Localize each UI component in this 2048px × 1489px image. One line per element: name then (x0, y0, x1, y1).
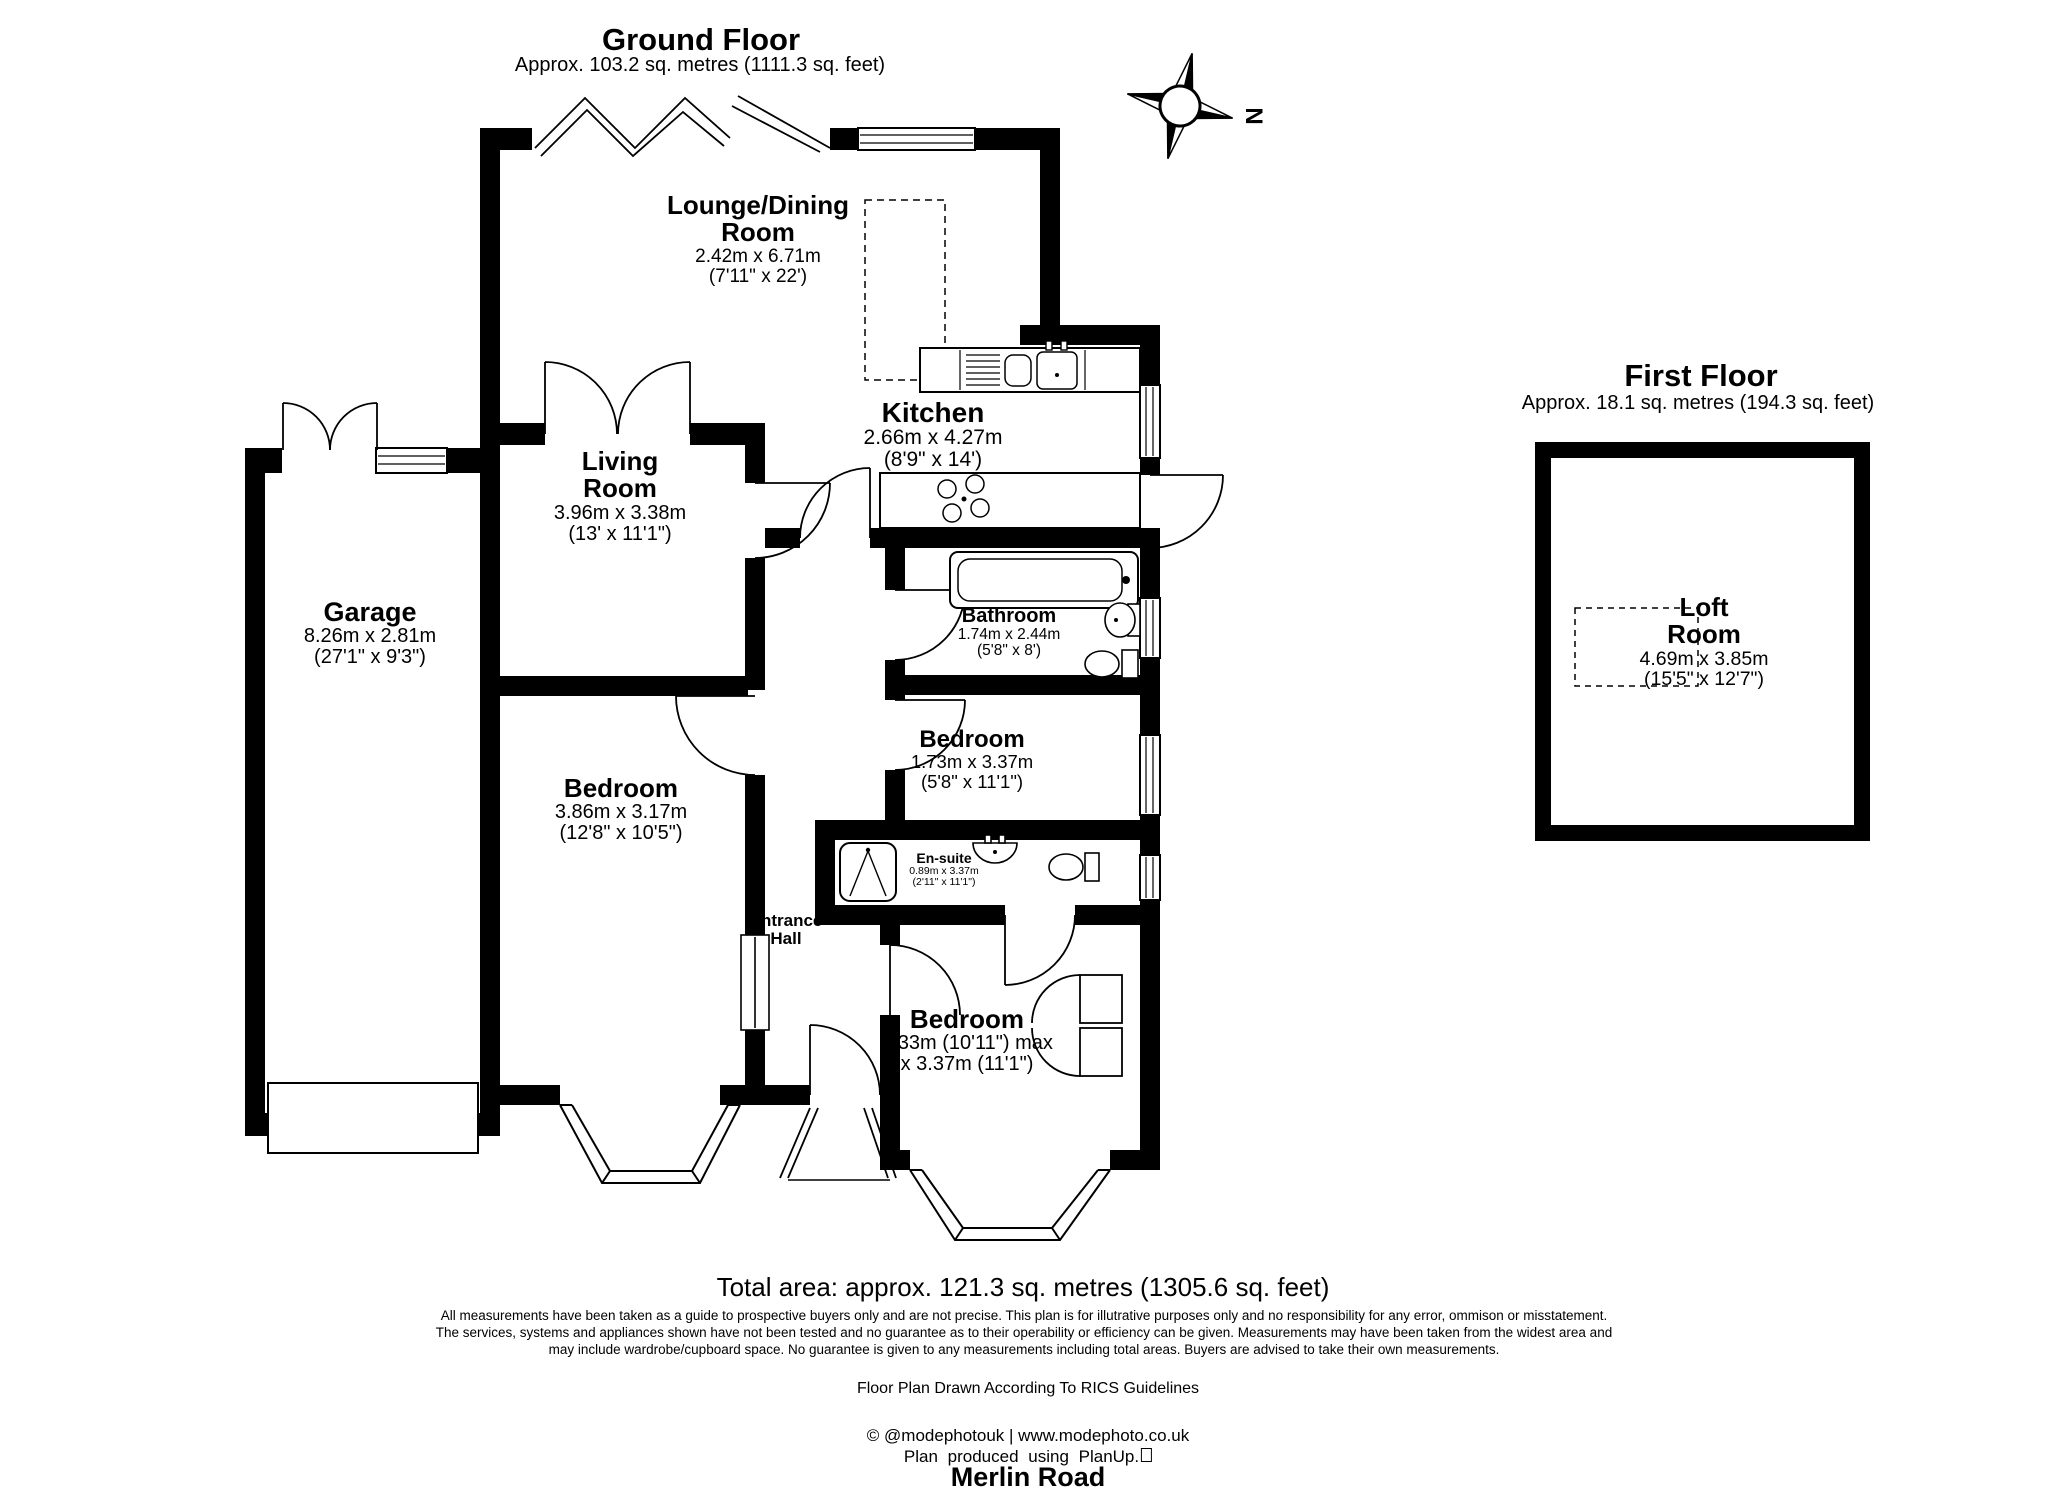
ground-floor-title: Ground Floor (601, 22, 801, 57)
room-label-kitchen: Kitchen 2.66m x 4.27m (8'9" x 14') (863, 397, 1003, 472)
ensuite-toilet (1049, 853, 1099, 881)
room-label-entrance-hall: Entrance Hall (749, 911, 823, 948)
compass-rose (1115, 41, 1267, 171)
bathroom-toilet (1085, 650, 1138, 678)
north-label: N (1240, 107, 1267, 125)
ground-floor-area: Approx. 103.2 sq. metres (1111.3 sq. feet) (514, 54, 886, 76)
address-title: Merlin Road (950, 1462, 1106, 1489)
produced-text: Plan produced using PlanUp. (903, 1447, 1140, 1466)
open-boundary-lines (535, 96, 830, 156)
room-label-bathroom: Bathroom 1.74m x 2.44m (5'8" x 8') (957, 605, 1061, 660)
disclaimer-line-1: All measurements have been taken as a guide to prospective buyers only and are not precise. This plan is for illutrative purposes only and no responsibility for any error, ommison or misstatement. (440, 1308, 1608, 1323)
first-floor-title: First Floor (1624, 358, 1778, 393)
bathroom-basin (1105, 603, 1140, 637)
kitchen-hob-counter (880, 473, 1140, 528)
bathtub (950, 552, 1138, 608)
missing-glyph-box (1141, 1448, 1152, 1462)
room-label-bedroom-bottom: Bedroom 3.33m (10'11") max x 3.37m (11'1") (881, 1004, 1053, 1076)
room-label-bedroom-left: Bedroom 3.86m x 3.17m (12'8" x 10'5") (554, 773, 688, 845)
bedroom-left-cupboard (741, 935, 769, 1030)
room-label-living-room: Living Room 3.96m x 3.38m (13' x 11'1") (553, 446, 687, 545)
disclaimer-line-3: may include wardrobe/cupboard space. No guarantee is given to any measurements including total areas. Buyers are advised to take their own measurements. (548, 1342, 1500, 1357)
room-label-bedroom-middle: Bedroom 1.73m x 3.37m (5'8" x 11'1") (910, 726, 1034, 792)
rics-note: Floor Plan Drawn According To RICS Guidelines (856, 1380, 1200, 1397)
room-label-garage: Garage 8.26m x 2.81m (27'1" x 9'3") (303, 597, 437, 669)
room-label-en-suite: En-suite 0.89m x 3.37m (2'11" x 11'1") (909, 850, 979, 888)
bay-window-bedroom-bottom (910, 1170, 1110, 1240)
shower-cubicle (840, 843, 896, 901)
credit-line: © @modephotouk | www.modephoto.co.uk (866, 1426, 1190, 1445)
kitchen-sink-counter (920, 341, 1140, 392)
disclaimer-line-2: The services, systems and appliances shown have not been tested and no guarantee as to their operability or efficiency can be given. Measurements may have been taken from the widest area and (435, 1325, 1613, 1340)
garage-door (268, 1083, 478, 1153)
porch (780, 1108, 896, 1180)
bay-window-bedroom-left (560, 1105, 740, 1183)
first-floor-area: Approx. 18.1 sq. metres (194.3 sq. feet) (1521, 392, 1875, 414)
total-area: Total area: approx. 121.3 sq. metres (1305.6 sq. feet) (716, 1272, 1330, 1302)
room-label-lounge: Lounge/Dining Room 2.42m x 6.71m (7'11" x 22') (667, 190, 849, 287)
room-label-loft-room: Loft Room 4.69m x 3.85m (15'5" x 12'7") (1639, 592, 1769, 691)
